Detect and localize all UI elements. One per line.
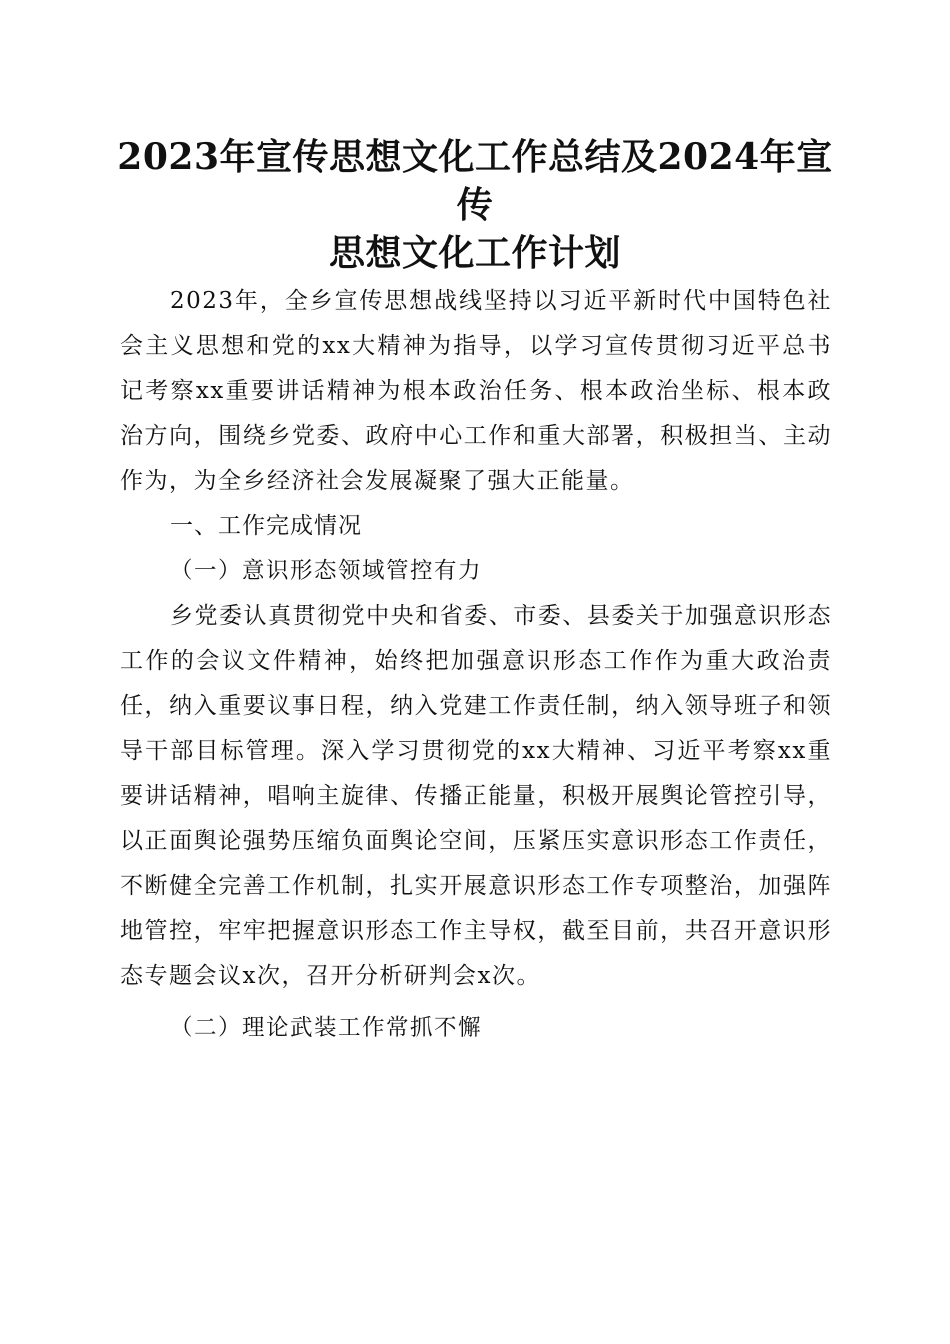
subsection-heading-2: （二）理论武装工作常抓不懈: [170, 1015, 483, 1041]
document-body: [120, 279, 832, 1051]
document-title: [100, 133, 850, 277]
title-line-2: 思想文化工作计划: [328, 232, 621, 274]
title-line-1: 2023年宣传思想文化工作总结及2024年宣传: [117, 136, 833, 226]
subsection-heading-1: （一）意识形态领域管控有力: [170, 558, 483, 584]
subsection-1-paragraph: 乡党委认真贯彻党中央和省委、市委、县委关于加强意识形态工作的会议文件精神，始终把加强意识形态工作作为重大政治责任，纳入重要议事日程，纳入党建工作责任制，纳入领导班子和领导干部目标管理。深入学习贯彻党的xx大精神、习近平考察xx重要讲话精神，唱响主旋律、传播正能量，积极开展舆论管控引导，以正面舆论强势压缩负面舆论空间，压紧压实意识形态工作责任，不断健全完善工作机制，扎实开展意识形态工作专项整治，加强阵地管控，牢牢把握意识形态工作主导权，截至目前，共召开意识形态专题会议x次，召开分析研判会x次。: [120, 603, 832, 989]
section-heading-1: 一、工作完成情况: [170, 513, 362, 539]
intro-paragraph: 2023年，全乡宣传思想战线坚持以习近平新时代中国特色社会主义思想和党的xx大精神为指导，以学习宣传贯彻习近平总书记考察xx重要讲话精神为根本政治任务、根本政治坐标、根本政治方向，围绕乡党委、政府中心工作和重大部署，积极担当、主动作为，为全乡经济社会发展凝聚了强大正能量。: [120, 288, 832, 494]
